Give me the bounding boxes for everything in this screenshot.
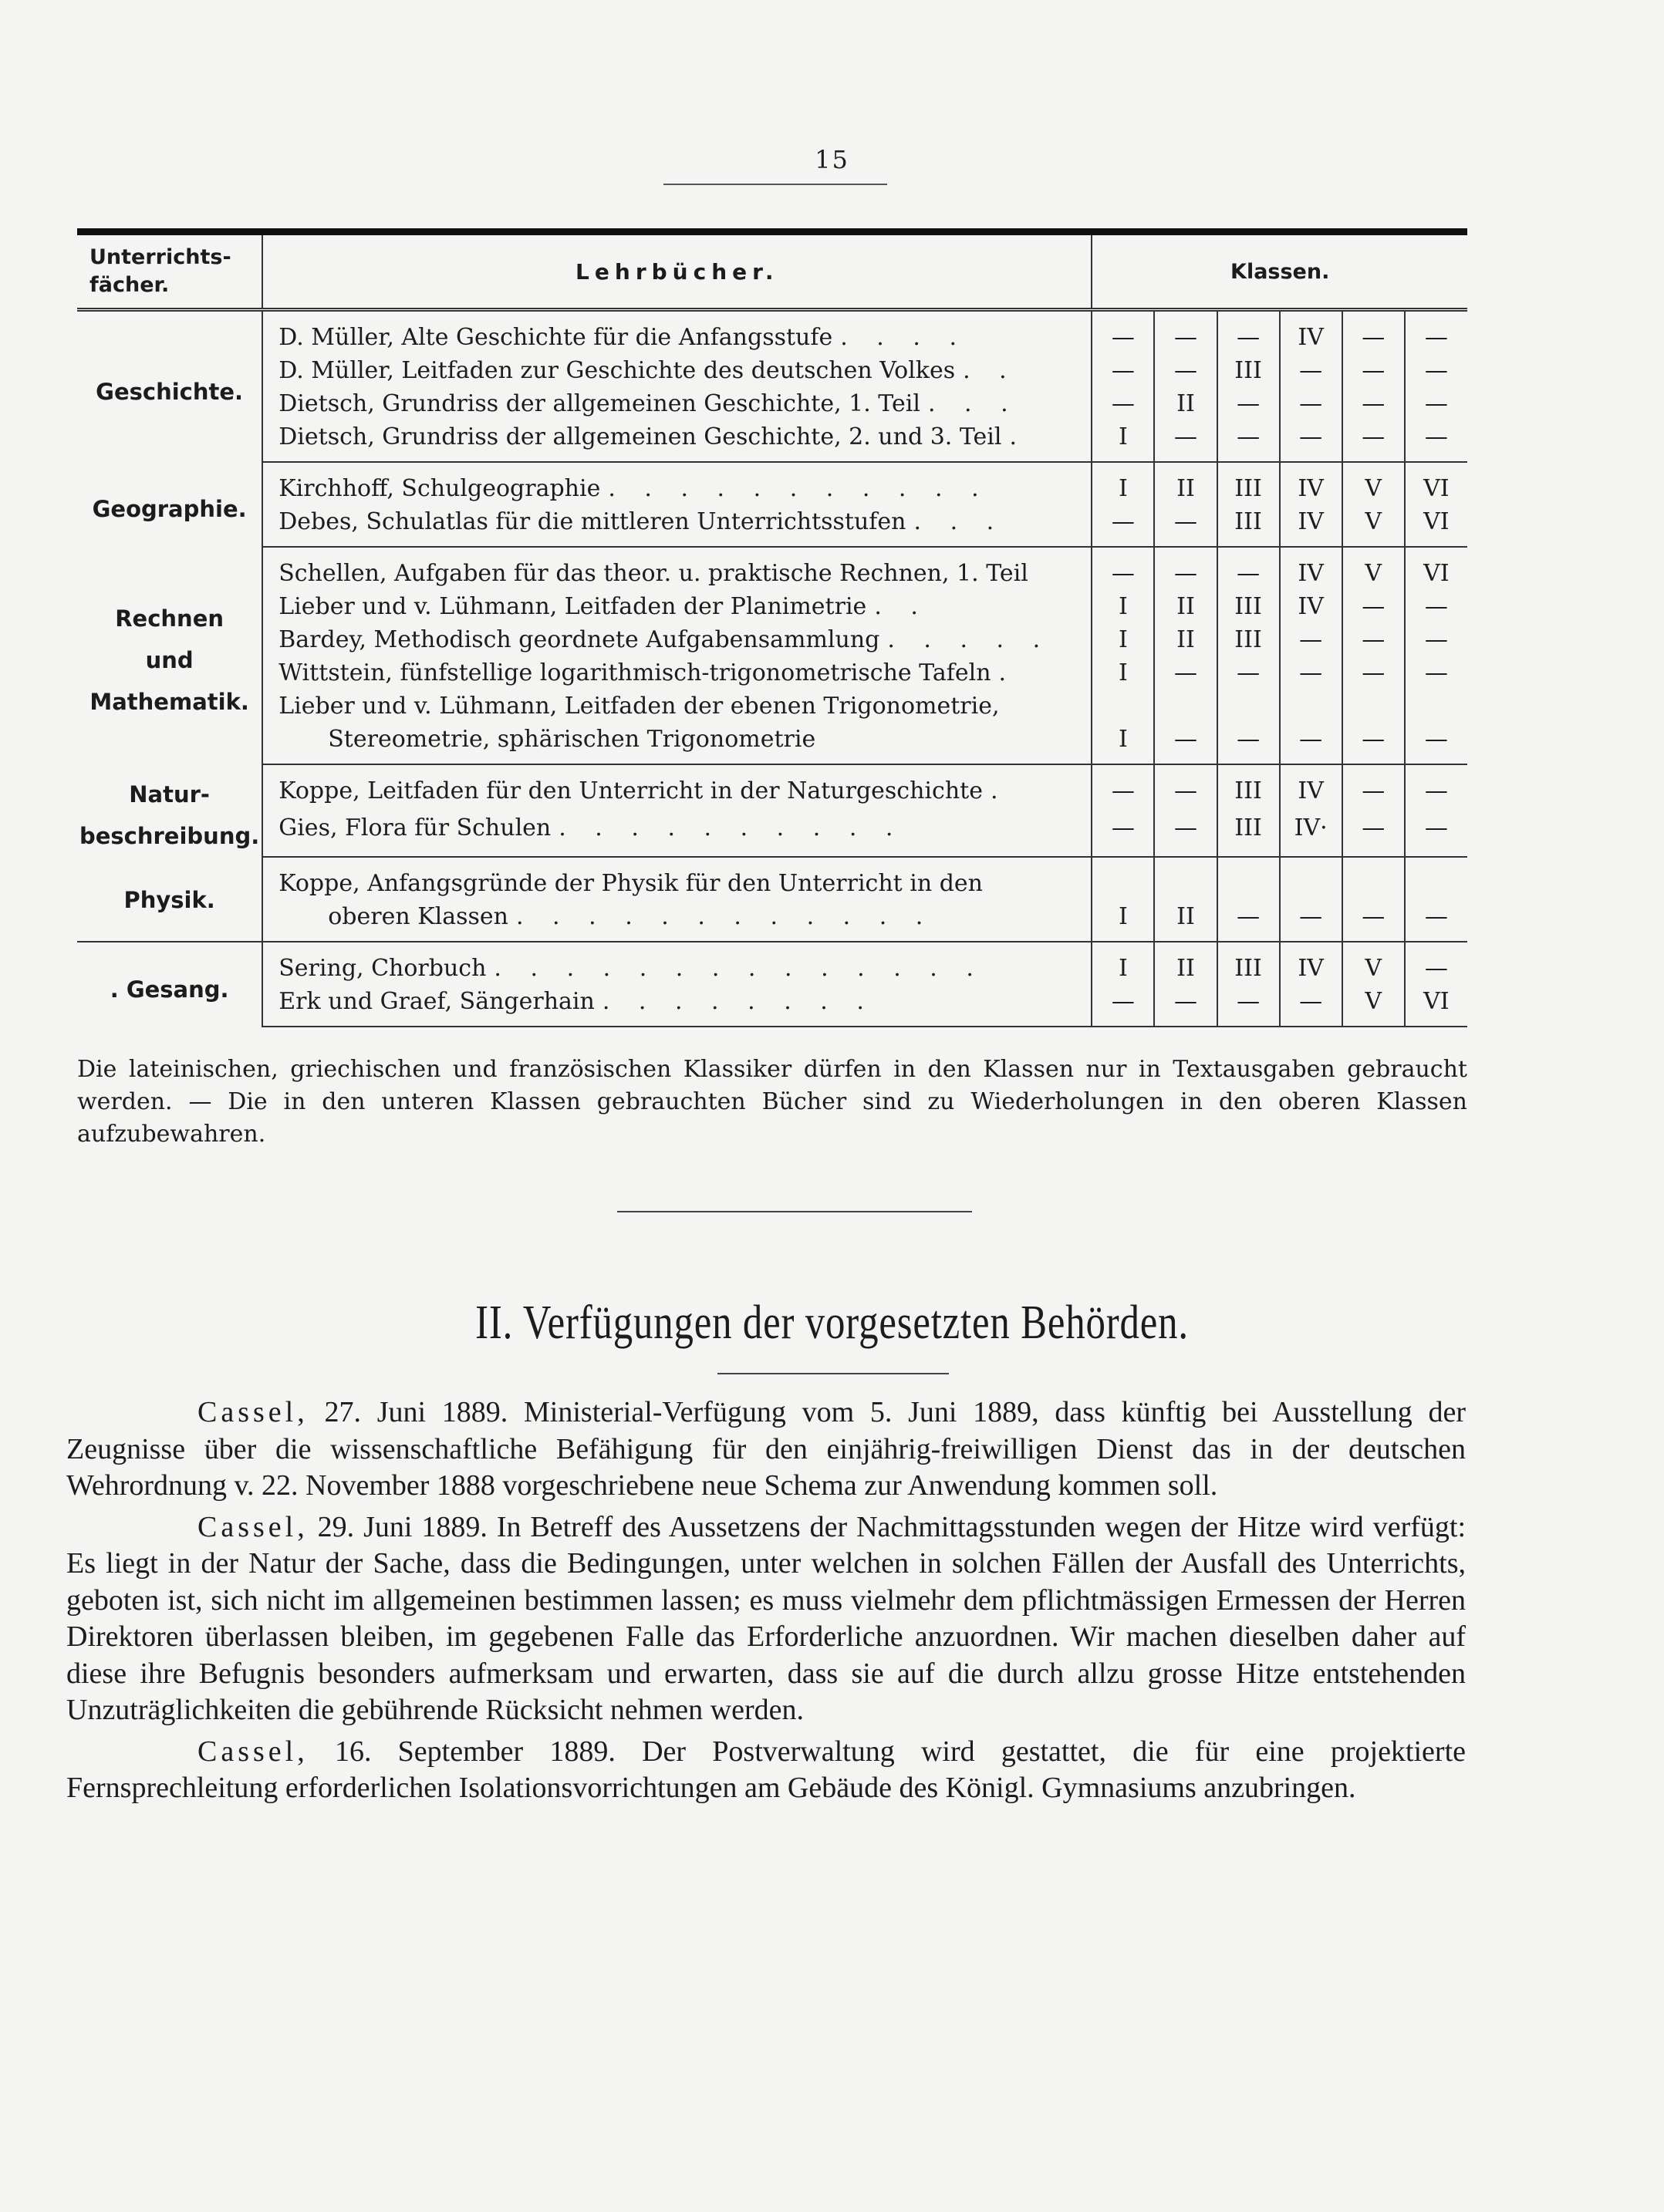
leader-dots: .: [998, 659, 1018, 686]
class-cell: IV: [1280, 764, 1342, 811]
table-row: [77, 857, 1467, 942]
class-cell: IV·: [1280, 811, 1342, 857]
table-row: [77, 590, 1467, 623]
leader-dots: .: [1009, 423, 1028, 450]
textbook-cell: Wittstein, fünfstellige logarithmisch-trigonometrische Tafeln .: [278, 659, 1018, 686]
class-cell: II: [1154, 590, 1217, 623]
class-cell: III: [1217, 942, 1280, 985]
textbook-cell: Lieber und v. Lühmann, Leitfaden der Planimetrie . .: [278, 593, 929, 620]
leader-dots: . . . . . . . . . . .: [608, 475, 990, 502]
class-cell: —: [1405, 811, 1467, 857]
class-cell: —: [1217, 420, 1280, 462]
leader-dots: . . . .: [840, 324, 967, 351]
class-cell: III: [1217, 590, 1280, 623]
class-cell: —: [1154, 505, 1217, 547]
class-cell: —: [1280, 623, 1342, 656]
subject-cell: Geschichte.: [77, 310, 262, 463]
class-cell: —: [1217, 547, 1280, 590]
textbook-cell: Bardey, Methodisch geordnete Aufgabensammlung . . . . .: [278, 626, 1051, 653]
class-cell: —: [1217, 310, 1280, 355]
class-cell: —: [1154, 310, 1217, 355]
class-cell: —: [1405, 387, 1467, 420]
textbook-cell: Koppe, Anfangsgründe der Physik für den Unterricht in den oberen Klassen . . . . . . . . . . . .: [262, 857, 1092, 942]
class-cell: —: [1217, 690, 1280, 764]
class-cell: —: [1405, 310, 1467, 355]
textbook-cell: D. Müller, Leitfaden zur Geschichte des deutschen Volkes . .: [278, 357, 1018, 384]
leader-dots: . . . . . . . . . .: [559, 814, 904, 842]
class-cell: V: [1342, 942, 1405, 985]
leader-dots: . .: [963, 357, 1018, 384]
class-cell: —: [1405, 857, 1467, 942]
class-cell: III: [1217, 505, 1280, 547]
class-cell: III: [1217, 354, 1280, 387]
class-cell: —: [1154, 811, 1217, 857]
class-cell: IV: [1280, 462, 1342, 505]
note-rule: [617, 1211, 972, 1212]
class-cell: —: [1092, 764, 1154, 811]
textbook-cell: Sering, Chorbuch . . . . . . . . . . . . . .: [278, 955, 984, 982]
class-cell: I: [1092, 590, 1154, 623]
class-cell: —: [1280, 656, 1342, 690]
page-number-rule: [663, 184, 887, 185]
class-cell: VI: [1405, 985, 1467, 1027]
class-cell: —: [1154, 547, 1217, 590]
class-cell: —: [1217, 656, 1280, 690]
class-cell: —: [1342, 354, 1405, 387]
class-cell: IV: [1280, 310, 1342, 355]
class-cell: —: [1342, 811, 1405, 857]
class-cell: —: [1217, 985, 1280, 1027]
textbook-cell: Erk und Graef, Sängerhain . . . . . . . .: [262, 985, 1092, 1027]
leader-dots: . . .: [927, 390, 1019, 417]
leader-dots: . . . . . . . . . . . .: [515, 903, 934, 930]
decree-paragraph: [66, 1394, 1466, 1505]
class-cell: —: [1092, 547, 1154, 590]
class-cell: —: [1405, 690, 1467, 764]
class-cell: II: [1154, 623, 1217, 656]
class-cell: III: [1217, 462, 1280, 505]
table-row: [77, 387, 1467, 420]
class-cell: —: [1342, 656, 1405, 690]
table-row: [77, 623, 1467, 656]
class-cell: II: [1154, 462, 1217, 505]
leader-dots: . . . . . . . .: [602, 988, 875, 1015]
leader-dots: .: [990, 777, 1009, 804]
class-cell: I: [1092, 690, 1154, 764]
table-row: [77, 547, 1467, 590]
subject-cell: Rechnen und Mathematik.: [77, 547, 262, 764]
textbook-cell: Koppe, Leitfaden für den Unterricht in der Naturgeschichte .: [278, 777, 1009, 804]
header-subjects: Unterrichts- fächer.: [77, 232, 262, 310]
header-books: Lehrbücher.: [262, 232, 1092, 310]
table-row: [77, 354, 1467, 387]
class-cell: IV: [1280, 942, 1342, 985]
table-row: [77, 690, 1467, 764]
class-cell: —: [1280, 420, 1342, 462]
decree-place: Cassel,: [197, 1396, 309, 1428]
textbook-cell: Dietsch, Grundriss der allgemeinen Geschichte, 1. Teil . . .: [278, 390, 1019, 417]
table-row: [77, 505, 1467, 547]
class-cell: —: [1280, 690, 1342, 764]
class-cell: VI: [1405, 462, 1467, 505]
subject-cell: Natur- beschreibung.: [77, 764, 262, 857]
section-heading: II. Verfügungen der vorgesetzten Behörden.: [475, 1297, 1189, 1349]
textbook-cell: D. Müller, Alte Geschichte für die Anfangsstufe . . . .: [278, 324, 967, 351]
class-cell: —: [1342, 690, 1405, 764]
textbook-table: [77, 228, 1467, 1027]
leader-dots: . . . . .: [887, 626, 1051, 653]
subject-cell: . Gesang.: [77, 942, 262, 1027]
textbook-cell: Schellen, Aufgaben für das theor. u. praktische Rechnen, 1. Teil: [278, 560, 1028, 587]
header-classes: Klassen.: [1092, 232, 1467, 310]
table-row: [77, 656, 1467, 690]
class-cell: —: [1405, 354, 1467, 387]
textbook-cell: Lieber und v. Lühmann, Leitfaden der ebenen Trigonometrie, Stereometrie, sphärischen Trigonometrie: [262, 690, 1092, 764]
class-cell: —: [1342, 420, 1405, 462]
class-cell: —: [1405, 656, 1467, 690]
class-cell: —: [1154, 420, 1217, 462]
table-row: [77, 420, 1467, 462]
table-row: [77, 985, 1467, 1027]
class-cell: —: [1092, 811, 1154, 857]
classics-note: Die lateinischen, griechischen und französischen Klassiker dürfen in den Klassen nur in Textausgaben gebraucht werden. — Die in den unteren Klassen gebrauchten Bücher sind zu Wiederholungen in den oberen Klassen aufzubewahren.: [77, 1056, 1467, 1148]
class-cell: —: [1092, 354, 1154, 387]
class-cell: III: [1217, 764, 1280, 811]
class-cell: —: [1342, 764, 1405, 811]
class-cell: V: [1342, 547, 1405, 590]
class-cell: IV: [1280, 590, 1342, 623]
class-cell: II: [1154, 942, 1217, 985]
class-cell: I: [1092, 857, 1154, 942]
class-cell: —: [1280, 387, 1342, 420]
leader-dots: . . . . . . . . . . . . . .: [494, 955, 984, 982]
class-cell: III: [1217, 811, 1280, 857]
class-cell: IV: [1280, 505, 1342, 547]
class-cell: I: [1092, 420, 1154, 462]
class-cell: I: [1092, 656, 1154, 690]
class-cell: IV: [1280, 547, 1342, 590]
class-cell: —: [1092, 387, 1154, 420]
subject-cell: Physik.: [77, 857, 262, 942]
textbook-cell: Dietsch, Grundriss der allgemeinen Geschichte, 2. und 3. Teil .: [262, 420, 1092, 462]
class-cell: II: [1154, 387, 1217, 420]
class-cell: —: [1342, 857, 1405, 942]
class-cell: —: [1217, 387, 1280, 420]
decree-text: 29. Juni 1889. In Betreff des Aussetzens der Nachmittagsstunden wegen der Hitze wird verfügt: Es liegt in der Natur der Sache, dass die Bedingungen, unter welchen in solchen Fällen der Ausfall des Unterrichts, geboten ist, sich nicht im allgemeinen bestimmen lassen; es muss vielmehr dem pflichtmässigen Ermessen der Herren Direktoren überlassen bleiben, im gegebenen Falle das Erforderliche anzuordnen. Wir machen dieselben daher auf diese ihre Befugnis besonders aufmerksam und erwarten, dass sie auf die durch allzu grosse Hitze entstehenden Unzuträglichkeiten die gebührende Rücksicht nehmen werden.: [66, 1510, 1466, 1726]
table-row: [77, 462, 1467, 505]
table-row: [77, 764, 1467, 811]
class-cell: —: [1154, 656, 1217, 690]
class-cell: —: [1342, 387, 1405, 420]
class-cell: —: [1154, 690, 1217, 764]
class-cell: —: [1154, 764, 1217, 811]
decree-place: Cassel,: [197, 1510, 309, 1543]
table-row: [77, 811, 1467, 857]
class-cell: V: [1342, 462, 1405, 505]
decree-text: 16. September 1889. Der Postverwaltung wird gestattet, die für eine projektierte Fernsprechleitung erforderlichen Isolationsvorrichtungen am Gebäude des Königl. Gymnasiums anzubringen.: [66, 1735, 1466, 1804]
class-cell: —: [1154, 985, 1217, 1027]
class-cell: —: [1280, 857, 1342, 942]
decree-paragraph: [66, 1509, 1466, 1729]
class-cell: V: [1342, 985, 1405, 1027]
class-cell: —: [1342, 623, 1405, 656]
class-cell: I: [1092, 942, 1154, 985]
class-cell: —: [1280, 354, 1342, 387]
decree-place: Cassel,: [197, 1735, 309, 1768]
class-cell: —: [1092, 985, 1154, 1027]
textbook-cell: Debes, Schulatlas für die mittleren Unterrichtsstufen . . .: [262, 505, 1092, 547]
page-number: 15: [815, 145, 849, 174]
class-cell: —: [1342, 310, 1405, 355]
class-cell: —: [1405, 764, 1467, 811]
leader-dots: . .: [874, 593, 929, 620]
table-row: [77, 310, 1467, 355]
decree-paragraph: [66, 1734, 1466, 1807]
subject-cell: Geographie.: [77, 462, 262, 547]
decree-text: 27. Juni 1889. Ministerial-Verfügung vom 5. Juni 1889, dass künftig bei Ausstellung der Zeugnisse über die wissenschaftliche Befähigung für den einjährig-freiwilligen Dienst das in der deutschen Wehrordnung v. 22. November 1888 vorgeschriebene neue Schema zur Anwendung kommen soll.: [66, 1396, 1466, 1502]
class-cell: —: [1092, 505, 1154, 547]
class-cell: VI: [1405, 547, 1467, 590]
table-header-row: [77, 232, 1467, 310]
class-cell: —: [1405, 942, 1467, 985]
table-row: [77, 942, 1467, 985]
class-cell: V: [1342, 505, 1405, 547]
class-cell: —: [1405, 623, 1467, 656]
heading-rule: [717, 1373, 949, 1374]
decrees-body: [66, 1394, 1466, 1812]
class-cell: —: [1217, 857, 1280, 942]
class-cell: —: [1405, 590, 1467, 623]
class-cell: II: [1154, 857, 1217, 942]
class-cell: —: [1092, 310, 1154, 355]
class-cell: —: [1280, 985, 1342, 1027]
class-cell: —: [1154, 354, 1217, 387]
textbook-cell: Gies, Flora für Schulen . . . . . . . . . .: [262, 811, 1092, 857]
leader-dots: . . .: [913, 508, 1005, 535]
class-cell: III: [1217, 623, 1280, 656]
class-cell: —: [1342, 590, 1405, 623]
class-cell: I: [1092, 462, 1154, 505]
table-body: [77, 310, 1467, 1027]
textbook-cell: Kirchhoff, Schulgeographie . . . . . . . . . . .: [278, 475, 990, 502]
class-cell: I: [1092, 623, 1154, 656]
class-cell: VI: [1405, 505, 1467, 547]
class-cell: —: [1405, 420, 1467, 462]
